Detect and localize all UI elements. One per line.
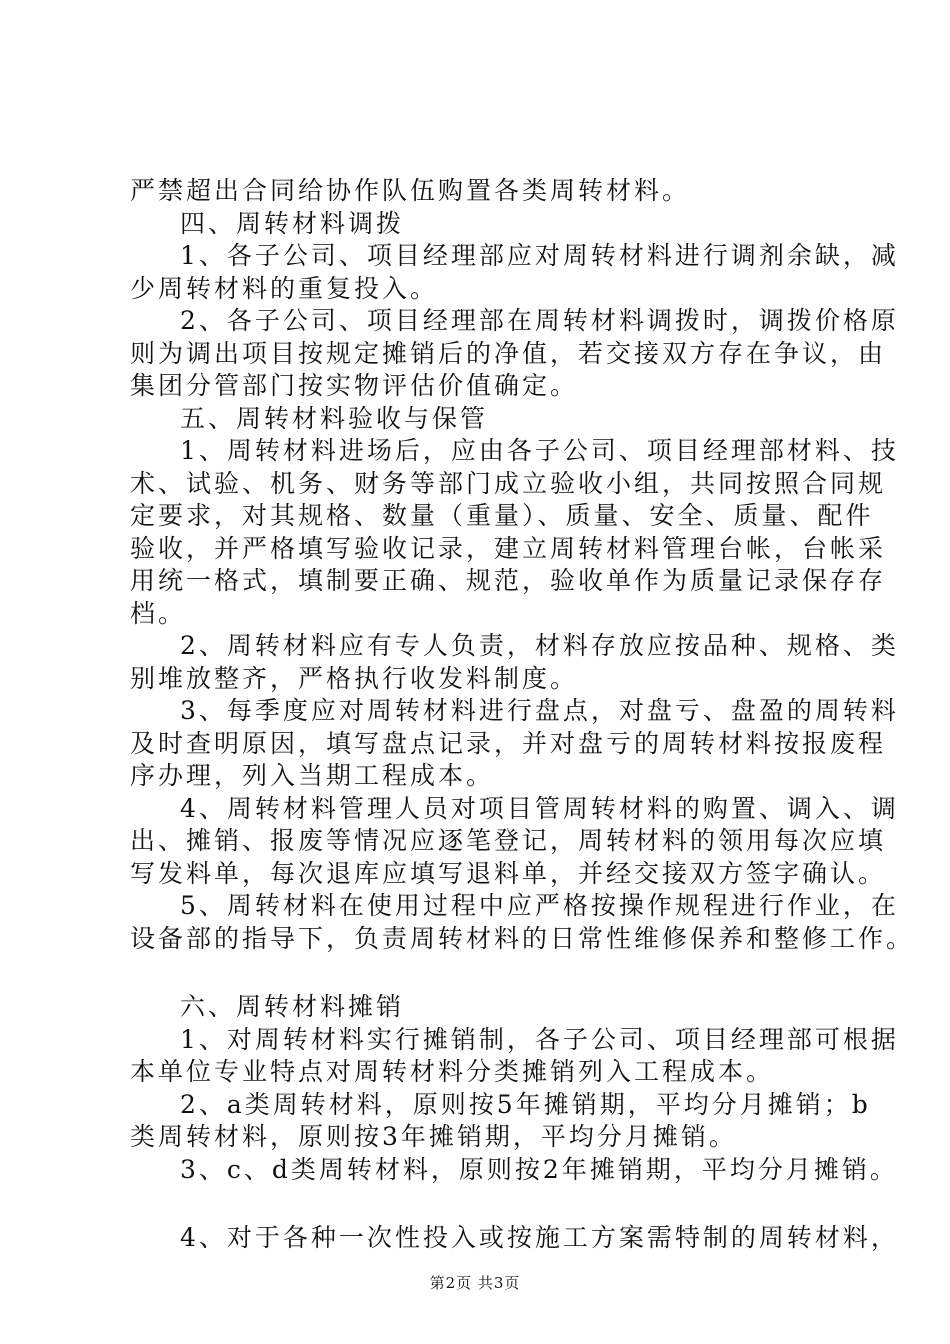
page-footer: 第2页 共3页 (429, 1274, 521, 1292)
text-line: 档。 (130, 598, 187, 628)
text-line: 验收，并严格填写验收记录，建立周转材料管理台帐，台帐采 (130, 533, 887, 563)
text-line: 1、对周转材料实行摊销制，各子公司、项目经理部可根据 (180, 1024, 899, 1054)
text-line: 类周转材料，原则按3年摊销期，平均分月摊销。 (130, 1122, 737, 1151)
text-line: 定要求，对其规格、数量（重量）、质量、安全、质量、配件 (130, 501, 874, 530)
text-line: 5、周转材料在使用过程中应严格按操作规程进行作业，在 (180, 891, 899, 920)
text-line: 及时查明原因，填写盘点记录，并对盘亏的周转材料按报废程 (130, 728, 887, 758)
text-line: 4、周转材料管理人员对项目管周转材料的购置、调入、调 (180, 793, 899, 823)
text-line: 五、周转材料验收与保管 (180, 403, 489, 433)
text-line: 严禁超出合同给协作队伍购置各类周转材料。 (130, 176, 691, 205)
text-line: 2、a类周转材料，原则按5年摊销期，平均分月摊销；b (180, 1089, 871, 1119)
text-line: 3、每季度应对周转材料进行盘点，对盘亏、盘盈的周转料 (180, 696, 899, 725)
text-line: 2、各子公司、项目经理部在周转材料调拨时，调拨价格原 (180, 306, 899, 335)
paragraph-spacer (130, 1186, 830, 1222)
text-line: 则为调出项目按规定摊销后的净值，若交接双方存在争议，由 (130, 338, 887, 368)
text-line: 4、对于各种一次性投入或按施工方案需特制的周转材料， (180, 1223, 899, 1252)
text-line: 本单位专业特点对周转材料分类摊销列入工程成本。 (130, 1057, 775, 1086)
text-line: 集团分管部门按实物评估价值确定。 (130, 371, 579, 400)
text-line: 出、摊销、报废等情况应逐笔登记，周转材料的领用每次应填 (130, 826, 887, 855)
text-line: 术、试验、机务、财务等部门成立验收小组，共同按照合同规 (130, 468, 887, 498)
text-line: 四、周转材料调拨 (180, 208, 405, 238)
paragraph-spacer (130, 955, 830, 991)
text-line: 3、c、d类周转材料，原则按2年摊销期，平均分月摊销。 (180, 1154, 898, 1184)
text-line: 1、各子公司、项目经理部应对周转材料进行调剂余缺，减 (180, 241, 899, 270)
text-line: 少周转材料的重复投入。 (130, 273, 439, 303)
text-line: 别堆放整齐，严格执行收发料制度。 (130, 663, 579, 693)
text-line: 序办理，列入当期工程成本。 (130, 761, 495, 790)
text-line: 写发料单，每次退库应填写退料单，并经交接双方签字确认。 (130, 858, 887, 888)
text-line: 2、周转材料应有专人负责，材料存放应按品种、规格、类 (180, 631, 899, 660)
text-line: 设备部的指导下，负责周转材料的日常性维修保养和整修工作。 (130, 923, 915, 953)
text-line: 六、周转材料摊销 (180, 992, 405, 1021)
document-body (130, 175, 915, 1255)
text-line: 用统一格式，填制要正确、规范，验收单作为质量记录保存存 (130, 566, 887, 595)
text-line: 1、周转材料进场后，应由各子公司、项目经理部材料、技 (180, 436, 899, 465)
